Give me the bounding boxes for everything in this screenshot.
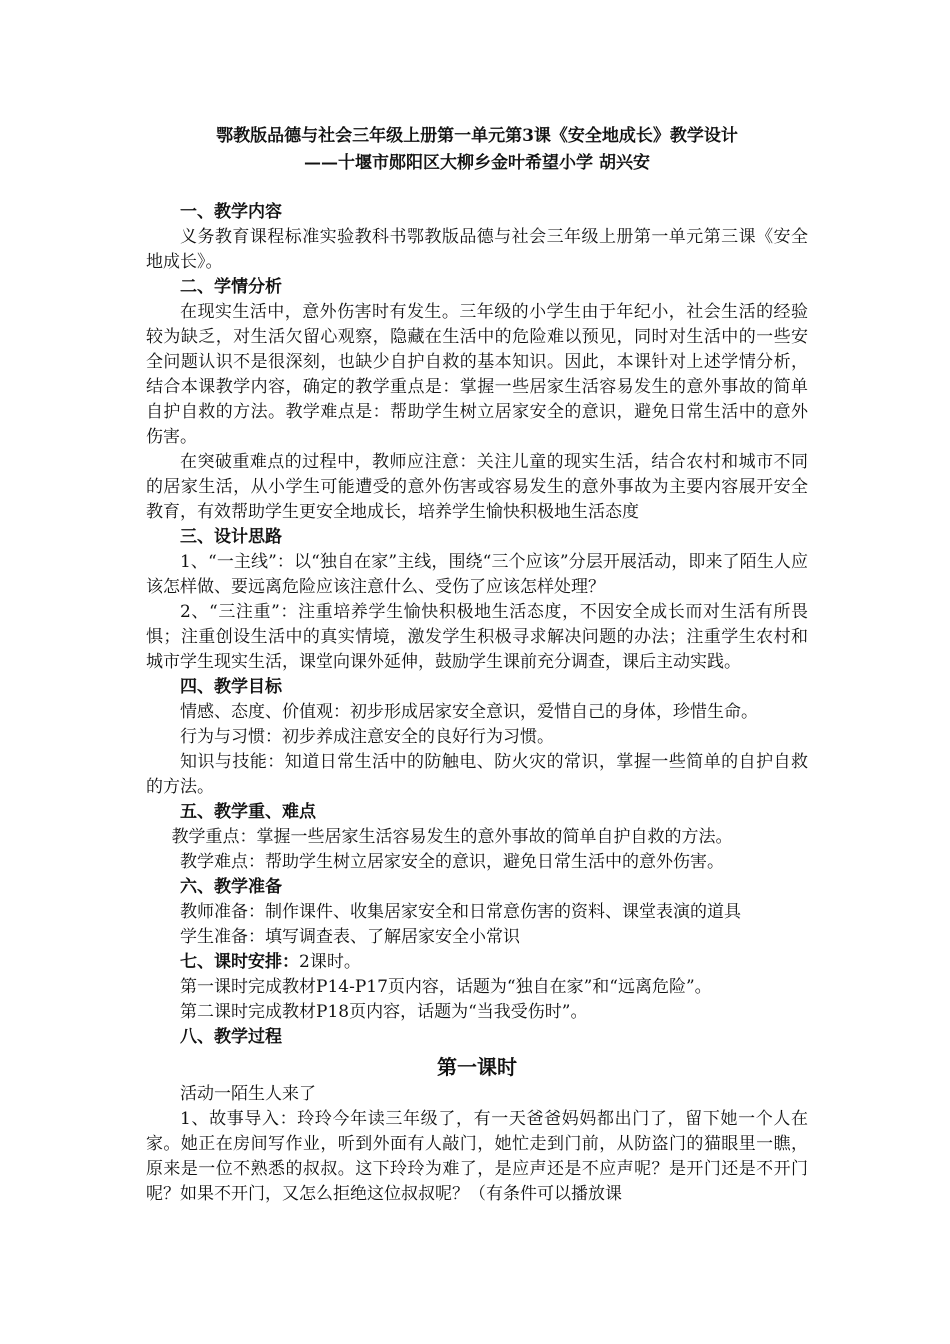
paragraph: 第一课时完成教材P14-P17页内容，话题为“独自在家”和“远离危险”。 bbox=[180, 977, 712, 997]
section-heading-1: 一、教学内容 bbox=[180, 202, 282, 222]
paragraph: 行为与习惯：初步养成注意安全的良好行为习惯。 bbox=[180, 727, 554, 747]
spacer bbox=[146, 177, 808, 200]
paragraph: 教学重点：掌握一些居家生活容易发生的意外事故的简单自护自救的方法。 bbox=[171, 827, 733, 847]
section-heading-7: 七、课时安排： bbox=[180, 952, 299, 972]
section-heading-2: 二、学情分析 bbox=[180, 277, 282, 297]
paragraph: 2、“三注重”：注重培养学生愉快积极地生活态度，不因安全成长而对生活有所畏惧；注重创设生活中的真实情境，激发学生积极寻求解决问题的办法；注重学生农村和城市学生现实生活，课堂向课外延伸，鼓励学生课前充分调查，课后主动实践。 bbox=[146, 602, 808, 672]
document-content bbox=[146, 123, 808, 1207]
paragraph: 教师准备：制作课件、收集居家安全和日常意伤害的资料、课堂表演的道具 bbox=[180, 902, 741, 922]
paragraph: 在现实生活中，意外伤害时有发生。三年级的小学生由于年纪小，社会生活的经验较为缺乏，对生活欠留心观察，隐藏在生活中的危险难以预见，同时对生活中的一些安全问题认识不是很深刻，也缺少自护自救的基本知识。因此，本课针对上述学情分析，结合本课教学内容，确定的教学重点是：掌握一些居家生活容易发生的意外事故的简单自护自救的方法。教学难点是：帮助学生树立居家安全的意识，避免日常生活中的意外伤害。 bbox=[146, 302, 808, 447]
paragraph: 在突破重难点的过程中，教师应注意：关注儿童的现实生活，结合农村和城市不同的居家生活，从小学生可能遭受的意外伤害或容易发生的意外事故为主要内容展开安全教育，有效帮助学生更安全地成长，培养学生愉快积极地生活态度 bbox=[146, 452, 808, 522]
section-heading-3: 三、设计思路 bbox=[180, 527, 282, 547]
paragraph: 义务教育课程标准实验教科书鄂教版品德与社会三年级上册第一单元第三课《安全地成长》。 bbox=[146, 227, 808, 272]
paragraph: 1、“一主线”：以“独自在家”主线，围绕“三个应该”分层开展活动，即来了陌生人应该怎样做、要远离危险应该注意什么、受伤了应该怎样处理？ bbox=[146, 552, 808, 597]
section-heading-4: 四、教学目标 bbox=[180, 677, 282, 697]
paragraph: 1、故事导入：玲玲今年读三年级了，有一天爸爸妈妈都出门了，留下她一个人在家。她正在房间写作业，听到外面有人敲门，她忙走到门前，从防盗门的猫眼里一瞧，原来是一位不熟悉的叔叔。这下玲玲为难了，是应声还是不应声呢？是开门还是不开门呢？如果不开门，又怎么拒绝这位叔叔呢？（有条件可以播放课 bbox=[146, 1109, 808, 1204]
paragraph: 第二课时完成教材P18页内容，话题为“当我受伤时”。 bbox=[180, 1002, 588, 1022]
activity-title: 活动一陌生人来了 bbox=[180, 1084, 316, 1104]
paragraph: 情感、态度、价值观：初步形成居家安全意识，爱惜自己的身体，珍惜生命。 bbox=[180, 702, 758, 722]
section-7-line bbox=[146, 950, 808, 975]
paragraph: 学生准备：填写调查表、了解居家安全小常识 bbox=[180, 927, 520, 947]
paragraph: 教学难点：帮助学生树立居家安全的意识，避免日常生活中的意外伤害。 bbox=[180, 852, 724, 872]
paragraph: 知识与技能：知道日常生活中的防触电、防火灾的常识，掌握一些简单的自护自救的方法。 bbox=[146, 752, 808, 797]
document-title: 鄂教版品德与社会三年级上册第一单元第3课《安全地成长》教学设计 bbox=[216, 126, 738, 146]
lesson-heading: 第一课时 bbox=[437, 1055, 517, 1079]
section-7-value: 2课时。 bbox=[299, 952, 361, 972]
section-heading-6: 六、教学准备 bbox=[180, 877, 282, 897]
section-heading-8: 八、教学过程 bbox=[180, 1027, 282, 1047]
section-heading-5: 五、教学重、难点 bbox=[180, 802, 316, 822]
document-author-line: ——十堰市郧阳区大柳乡金叶希望小学 胡兴安 bbox=[304, 153, 650, 173]
